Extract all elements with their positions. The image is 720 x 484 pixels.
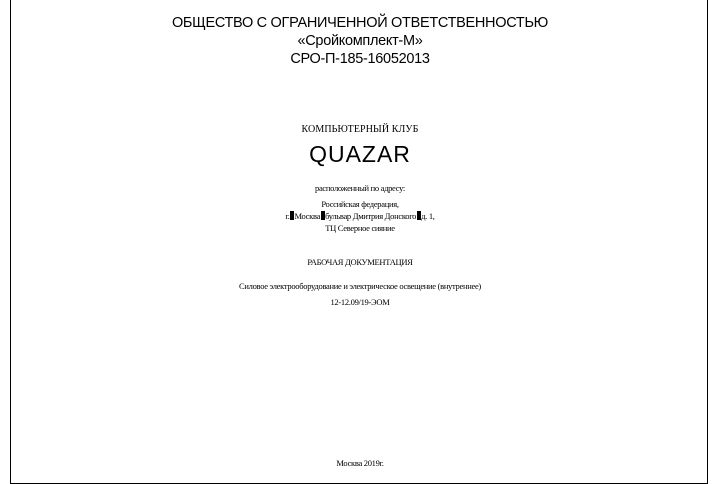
address-country: Российская федерация, <box>321 199 399 209</box>
address-city-prefix: г. <box>285 211 290 221</box>
footer-place-date: Москва 2019г. <box>336 458 384 468</box>
address-street-line <box>0 211 720 221</box>
org-name-line1: ОБЩЕСТВО С ОГРАНИЧЕННОЙ ОТВЕТСТВЕННОСТЬЮ <box>171 15 549 31</box>
document-code: 12-12.09/19-ЭОМ <box>330 297 390 307</box>
page-frame <box>10 0 708 484</box>
document-description: Силовое электрооборудование и электрическое освещение (внутреннее) <box>239 281 481 291</box>
org-registration-number: СРО-П-185-16052013 <box>290 51 430 67</box>
address-intro: расположенный по адресу: <box>315 183 405 193</box>
address-mall: ТЦ Северное сияние <box>325 223 395 233</box>
club-name-title: QUAZAR <box>309 141 411 167</box>
org-name-line2: «Сройкомплект-М» <box>297 33 423 49</box>
address-city: Москва <box>294 211 321 221</box>
club-type-heading: КОМПЬЮТЕРНЫЙ КЛУБ <box>301 124 419 135</box>
address-house: д. 1, <box>421 211 435 221</box>
document-type: РАБОЧАЯ ДОКУМЕНТАЦИЯ <box>307 257 413 267</box>
address-street: бульвар Дмитрия Донского <box>325 211 417 221</box>
redaction-mark <box>321 211 325 220</box>
